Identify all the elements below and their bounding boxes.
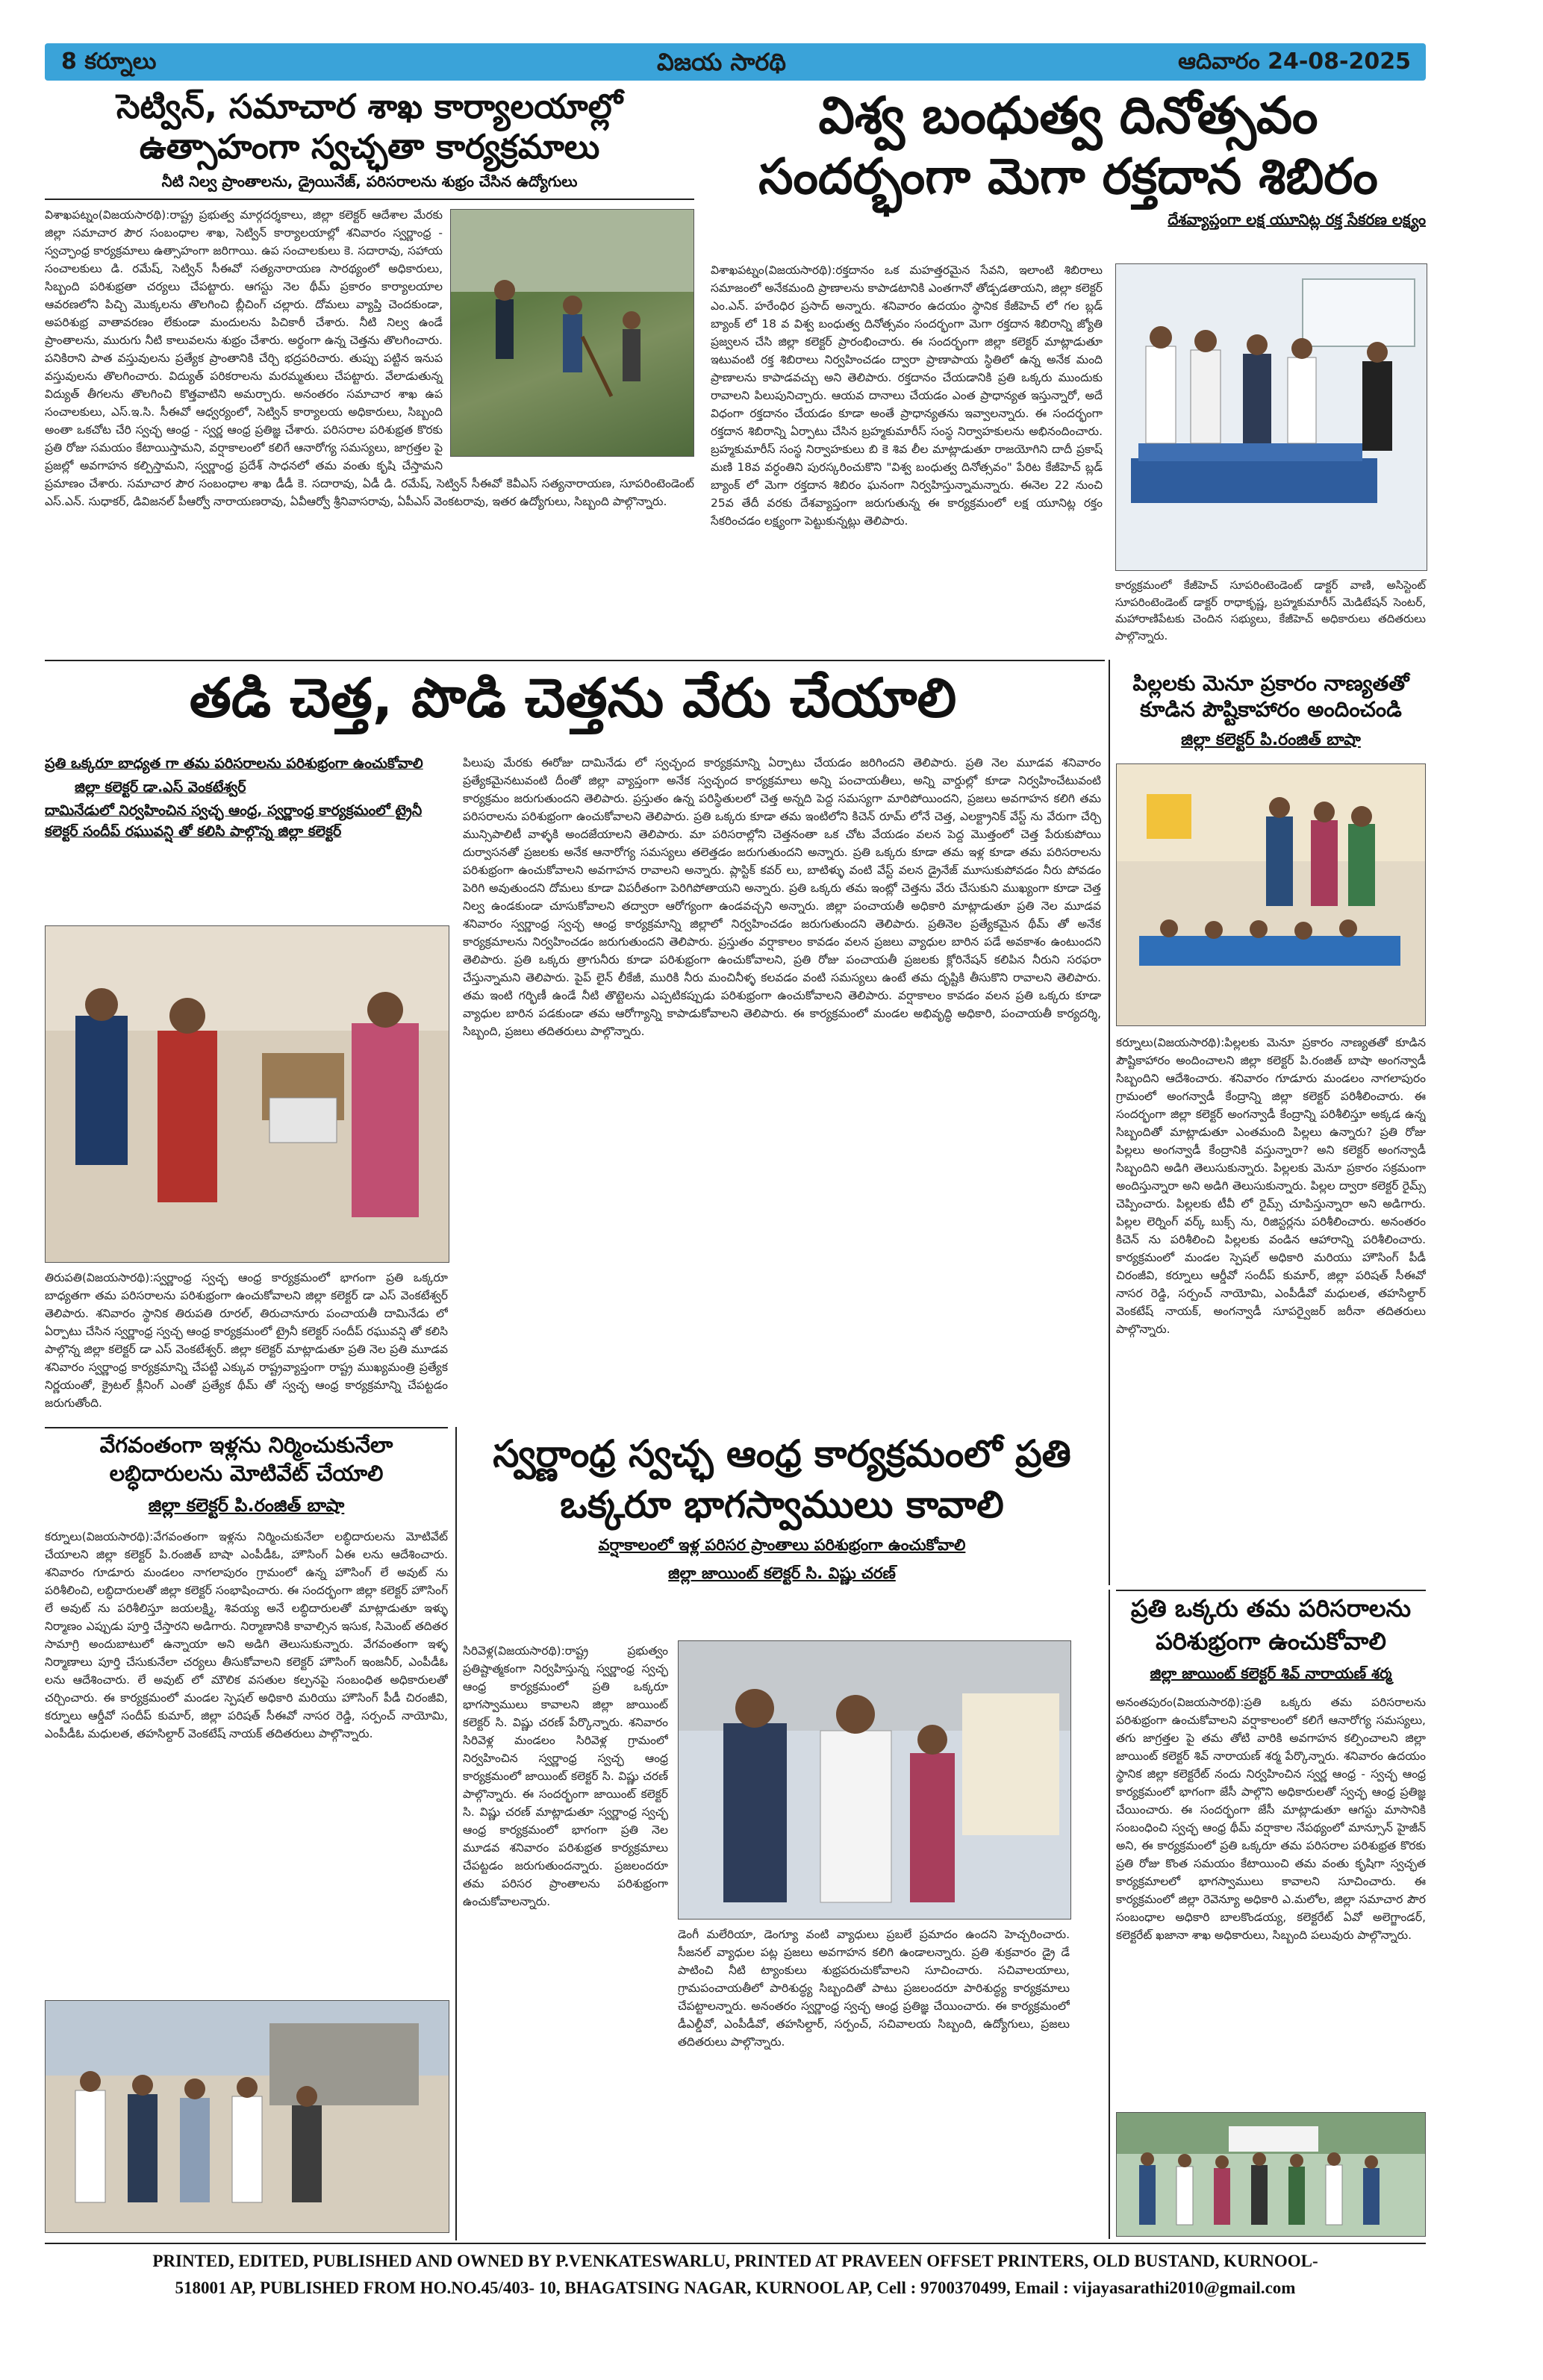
photo-caption: కార్యక్రమంలో కేజీహెచ్ సూపరింటెండెంట్ డాక్టర్ వాణి, అసిస్టెంట్ సూపరింటెండెంట్ డాక్టర్ రాధాకృష్ణ, బ్రహ్మకుమారీస్ మెడిటేషన్ సెంటర్, మహారాణిపేటకు చెందిన సభ్యులు, కేజీహెచ్ అధికారులు తదితరులు పాల్గొన్నారు. <box>1115 578 1426 643</box>
joint-collector-illustration <box>679 1641 1070 1919</box>
subhead: జిల్లా కలెక్టర్ పి.రంజిత్ బాషా <box>1181 730 1361 749</box>
story-waste-subheads <box>45 754 448 842</box>
blood-camp-illustration <box>1116 264 1427 570</box>
pledge-illustration <box>1117 2113 1425 2236</box>
anganwadi-illustration <box>1117 764 1425 1025</box>
column-divider-3 <box>1109 1590 1110 2239</box>
section-divider-2 <box>45 1427 448 1428</box>
cleaning-work-photo <box>450 209 694 457</box>
subhead: జిల్లా కలెక్టర్ పి.రంజిత్ బాషా <box>148 1494 345 1516</box>
headline-line2: పరిశుభ్రంగా ఉంచుకోవాలి <box>1156 1626 1386 1655</box>
waste-body-left: తిరుపతి(విజయసారథి):స్వర్ణాంధ్ర స్వచ్ఛ ఆంధ్ర కార్యక్రమంలో భాగంగా ప్రతి ఒక్కరూ బాధ్యతగా తమ పరిసరాలను పరిశుభ్రంగా ఉంచుకోవాలని జిల్లా కలెక్టర్ డా ఎస్ వెంకటేశ్వర్ తెలిపారు. శనివారం స్థానిక తిరుపతి రూరల్, తిరుచానూరు పంచాయతీ దామినేడు లో ఏర్పాటు చేసిన స్వర్ణాంధ్ర స్వచ్ఛ ఆంధ్ర కార్యక్రమంలో ట్రైనీ కలెక్టర్ సందీప్ రఘువన్షి తో కలిసి పాల్గొన్న జిల్లా కలెక్టర్ డా ఎస్ వెంకటేశ్వర్. జిల్లా కలెక్టర్ మాట్లాడుతూ ప్రతి నెల ప్రతి మూడవ శనివారం స్వర్ణాంధ్ర కార్యక్రమాన్ని చేపట్టి ఎక్కువ రాష్ట్రవ్యాప్తంగా రాష్ట్ర ముఖ్యమంత్రి ప్రత్యేక నిర్ణయంతో, క్రైటల్ క్లీనింగ్ ఎంతో ప్రత్యేక థీమ్ తో స్వచ్ఛ ఆంధ్ర కార్యక్రమాన్ని చేపట్టడం జరుగుతోంది. <box>45 1271 448 1411</box>
story-housing <box>45 1433 448 1946</box>
housing-layout-photo <box>45 2000 449 2233</box>
headline-line1: వేగవంతంగా ఇళ్లను నిర్మించుకునేలా <box>99 1432 393 1458</box>
subhead-1: ప్రతి ఒక్కరూ బాధ్యత గా తమ పరిసరాలను పరిశుభ్రంగా ఉంచుకోవాలి <box>45 755 423 772</box>
blood-donation-photo <box>1115 263 1427 571</box>
story-nutrition-food <box>1116 672 1426 1526</box>
subhead: జిల్లా జాయింట్ కలెక్టర్ శివ్ నారాయణ్ శర్మ <box>1150 1664 1392 1682</box>
article-body: కర్నూలు(విజయసారథి):పిల్లలకు మెనూ ప్రకారం నాణ్యతతో కూడిన పౌష్టికాహారం అందించాలని జిల్లా కలెక్టర్ పి.రంజిత్ బాషా అంగన్వాడీ సిబ్బందిని ఆదేశించారు. శనివారం గూడూరు మండలం నాగలాపురం గ్రామంలో అంగన్వాడీ కేంద్రాన్ని జిల్లా కలెక్టర్ పరిశీలించారు. ఈ సందర్భంగా జిల్లా కలెక్టర్ అంగన్వాడీ కేంద్రాన్ని పరిశీలిస్తూ అక్కడ ఉన్న సిబ్బందితో మాట్లాడుతూ ఎంతమంది పిల్లలు ఉన్నారు? ప్రతి రోజు పిల్లలు అంగన్వాడీ కేంద్రానికి వస్తున్నారా? అని కలెక్టర్ అంగన్వాడీ సిబ్బందిని అడిగి తెలుసుకున్నారు. పిల్లలకు మెనూ ప్రకారం సక్రమంగా అందిస్తున్నారా అని అడిగి తెలుసుకున్నారు. పిల్లల ద్వారా కలెక్టర్ రైమ్స్ చెప్పించారు. పిల్లలకు టీవీ లో రైమ్స్ చూపిస్తున్నారా అని అడిగారు. పిల్లల లెర్నింగ్ వర్క్ బుక్స్ ను, రిజిస్టర్లను పరిశీలించారు. అనంతరం కిచెన్ ను పరిశీలించి పిల్లలకు వండిన ఆహారాన్ని పరిశీలించారు. కార్యక్రమంలో మండల స్పెషల్ అధికారి మరియు హౌసింగ్ పీడీ చిరంజీవి, కర్నూలు ఆర్డీవో సందీప్ కుమార్, జిల్లా పరిషత్ సీఈవో నాసర రెడ్డి, సర్పంచ్ నాయోమి, ఎంపీడీవో మధులత, తహసిల్దార్ వెంకటేష్ నాయక్, అంగన్వాడీ సూపర్వైజర్ జరీనా తదితరులు పాల్గొన్నారు. <box>1116 1035 1426 1336</box>
page-label: 8 కర్నూలు <box>61 49 157 75</box>
headline: తడి చెత్త, పొడి చెత్తను వేరు చేయాలి <box>189 666 957 729</box>
collector-inspection-photo <box>45 925 449 1263</box>
story-setwin-cleanliness <box>45 88 694 654</box>
pledge-photo <box>1116 2112 1426 2237</box>
column-divider-2 <box>455 1427 457 2240</box>
footer-rule <box>45 2243 1426 2244</box>
imprint-line1: PRINTED, EDITED, PUBLISHED AND OWNED BY P.VENKATESWARLU, PRINTED AT PRAVEEN OFFSET PRINTERS, OLD BUSTAND, KURNOOL- <box>152 2252 1318 2270</box>
swarnandhra-body-left: సిరివెళ్ల(విజయసారథి):రాష్ట్ర ప్రభుత్వం ప్రతిష్టాత్మకంగా నిర్వహిస్తున్న స్వర్ణాంధ్ర స్వచ్ఛ ఆంధ్ర కార్యక్రమంలో ప్రతి ఒక్కరూ భాగస్వాములు కావాలని జిల్లా జాయింట్ కలెక్టర్ సి. విష్ణు చరణ్ పేర్కొన్నారు. శనివారం సిరివెళ్ల మండలం సిరివెళ్ల గ్రామంలో నిర్వహించిన స్వర్ణాంధ్ర స్వచ్ఛ ఆంధ్ర కార్యక్రమంలో జాయింట్ కలెక్టర్ సి. విష్ణు చరణ్ పాల్గొన్నారు. ఈ సందర్భంగా జాయింట్ కలెక్టర్ సి. విష్ణు చరణ్ మాట్లాడుతూ స్వర్ణాంధ్ర స్వచ్ఛ ఆంధ్ర కార్యక్రమంలో భాగంగా ప్రతి నెల మూడవ శనివారం పరిశుభ్రత కార్యక్రమాలు చేపట్టడం జరుగుతుందన్నారు. ప్రజలందరూ తమ పరిసర ప్రాంతాలను పరిశుభ్రంగా ఉంచుకోవాలన్నారు. <box>463 1644 668 1909</box>
headline-line2: లబ్ధిదారులను మోటివేట్ చేయాలి <box>109 1461 384 1487</box>
subhead-2: జిల్లా కలెక్టర్ డా.ఎస్ వెంకటేశ్వర్ <box>75 778 246 796</box>
swarnandhra-body-bottom: డెంగీ మలేరియా, డెంగ్యూ వంటి వ్యాధులు ప్రబలే ప్రమాదం ఉందని హెచ్చరించారు. సీజనల్ వ్యాధుల పట్ల ప్రజలు అవగాహన కలిగి ఉండాలన్నారు. ప్రతి శుక్రవారం డ్రై డే పాటించి నీటి ట్యాంకులు శుభ్రపరుచుకోవాలని సూచించారు. సచివాలయాలు, గ్రామపంచాయతీలో పారిశుద్ధ్య సిబ్బందితో పాటు ప్రజలందరూ పారిశుద్ధ్య కార్యక్రమాలు చేపట్టాలన్నారు. అనంతరం స్వర్ణాంధ్ర స్వచ్ఛ ఆంధ్ర ప్రతిజ్ఞ చేయించారు. ఈ కార్యక్రమంలో డీఎల్డీవో, ఎంపీడీవో, తహసిల్దార్, సర్పంచ్, సచివాలయ సిబ్బంది, ఉద్యోగులు, ప్రజలు తదితరులు పాల్గొన్నారు. <box>678 1928 1070 2049</box>
subhead-2: జిల్లా జాయింట్ కలెక్టర్ సి. విష్ణు చరణ్ <box>668 1564 896 1582</box>
paper-name: విజయ సారథి <box>657 48 786 76</box>
issue-date: ఆదివారం 24-08-2025 <box>1178 49 1411 75</box>
housing-layout-illustration <box>46 2001 449 2232</box>
story-surroundings-clean <box>1116 1596 1426 2067</box>
body-text: విశాఖపట్నం(విజయసారథి):రాష్ట్ర ప్రభుత్వ మార్గదర్శకాలు, జిల్లా కలెక్టర్ ఆదేశాల మేరకు జిల్లా సమాచార పౌర సంబంధాల శాఖ, సెట్విన్ కార్యాలయాల్లో శనివారం స్వర్ణాంధ్ర - స్వచ్ఛాంధ్ర కార్యక్రమాలు ఉత్సాహంగా జరిగాయి. ఉప సంచాలకులు కె. సదారావు, సహాయ సంచాలకులు డి. రమేష్, సెట్విన్ సీఈవో సత్యనారాయణ సారథ్యంలో అధికారులు, సిబ్బంది పరిశుభ్రతా చర్యలు చేపట్టారు. ఆగస్టు నెల థీమ్ ప్రకారం కార్యాలయాల ఆవరణలోని పిచ్చి మొక్కలను తొలగించి బ్లీచింగ్ చల్లారు. దోమలు వ్యాప్తి చెందకుండా, అపరిశుభ్ర వాతావరణం లేకుండా మందులను పిచికారీ చేశారు. నీటి నిల్వ ఉండే ప్రాంతాలను, మురుగు నీటి కాలువలను శుభ్రం చేశారు. అర్థంగా ఉన్న చెత్తను తొలగించారు. పనికిరాని పాత వస్తువులను ప్రత్యేక ప్రాంతానికి చేర్చి భద్రపరిచారు. తుప్పు పట్టిన ఇనుప వస్తువులను తొలగించారు. విద్యుత్ పరికరాలను మరమ్మతులు చేపట్టారు. వేలాడుతున్న విద్యుత్ తీగలను తొలగించి కొత్తవాటిని అమర్చారు. అనంతరం సమాచార శాఖ ఉప సంచాలకులు, ఎస్.ఇ.సి. సీఈవో ఆధ్వర్యంలో, సెట్విన్ కార్యాలయ అధికారులు, సిబ్బంది అంతా ఒకచోట చేరి స్వచ్ఛ ఆంధ్ర - స్వర్ణ ఆంధ్ర ప్రతిజ్ఞ చేశారు. పరిసరాల పరిశుభ్రత కొరకు ప్రతి రోజు సమయం కేటాయిస్తామని, వర్షాకాలంలో కలిగే ఆనారోగ్య సమస్యలు, జాగ్రత్తల పై ప్రజల్లో అవగాహన కల్పిస్తామని, స్వర్ణాంధ్ర ప్రదేశ్ సాధనలో తమ వంతు కృషి చేస్తామని ప్రమాణం చేశారు. సమాచార పౌర సంబంధాల శాఖ డీడీ కె. సదారావు, ఏడీ డి. రమేష్, సెట్విన్ సీఈవో కెవీఎస్ సత్యనారాయణ, సూపరింటెండెంట్ ఎస్.ఎన్. సుధాకర్, డివిజనల్ పీఆర్వో నారాయణరావు, ఏవీఆర్వో శ్రీనివాసరావు, ఏపీఎస్ వెంకటరావు, ఇతర ఉద్యోగులు, సిబ్బంది పాల్గొన్నారు. <box>45 207 694 509</box>
subhead-3: దామినేడులో నిర్వహించిన స్వచ్ఛ ఆంధ్ర, స్వర్ణాంధ్ర కార్యక్రమంలో ట్రైనీ కలెక్టర్ సందీప్ రఘువన్షి తో కలిసి పాల్గొన్న జిల్లా కలెక్టర్ <box>45 802 423 840</box>
subhead: నీటి నిల్వ ప్రాంతాలను, డ్రైయినేజ్, పరిసరాలను శుభ్రం చేసిన ఉద్యోగులు <box>45 172 694 200</box>
story-blood-donation <box>711 87 1426 643</box>
article-body: కర్నూలు(విజయసారథి):వేగవంతంగా ఇళ్లను నిర్మించుకునేలా లబ్ధిదారులను మోటివేట్ చేయాలని జిల్లా కలెక్టర్ పి.రంజిత్ బాషా ఎంపీడీఓ, హౌసింగ్ ఏఈ లను ఆదేశించారు. శనివారం గూడూరు మండలం నాగలాపురం గ్రామంలో ఉన్న హౌసింగ్ లే అవుట్ ను పరిశీలించి, లబ్ధిదారులతో జిల్లా కలెక్టర్ సంభాషించారు. ఈ సందర్భంగా జిల్లా కలెక్టర్ హౌసింగ్ లే అవుట్ ను పరిశీలిస్తూ జయలక్ష్మి, శివయ్య అనే లబ్ధిదారులతో మాట్లాడుతూ ఇళ్ళు నిర్మాణం ఎప్పుడు పూర్తి చేస్తారని అడిగారు. నిర్మాణానికి కావాల్సిన ఇసుక, సిమెంట్ తదితర సామాగ్రి అందుబాటులో ఉన్నాయా అని అడిగి తెలుసుకున్నారు. వేగవంతంగా ఇళ్ళ నిర్మాణాలు పూర్తి చేసుకునేలా చర్యలు తీసుకోవాలని కలెక్టర్ హౌసింగ్ ఇంజనీర్, ఎంపీడీఓ లను ఆదేశించారు. లే అవుట్ లో మౌలిక వసతుల కల్పనపై సంబంధిత అధికారులతో చర్చించారు. ఈ కార్యక్రమంలో మండల స్పెషల్ అధికారి మరియు హౌసింగ్ పీడీ చిరంజీవి, కర్నూలు ఆర్డీవో సందీప్ కుమార్, జిల్లా పరిషత్ సీఈవో నాసర రెడ్డి, సర్పంచ్ నాయోమి, ఎంపీడీఓ మధులత, తహసిల్దార్ వెంకటేష్ నాయక్ తదితరులు పాల్గొన్నారు. <box>45 1529 448 1741</box>
article-body: విశాఖపట్నం(విజయసారథి):రక్తదానం ఒక మహత్తరమైన సేవని, ఇలాంటి శిబిరాలు సమాజంలో అనేకమంది ప్రాణాలను కాపాడటానికి ఎంతగానో తోడ్పడతాయని, జిల్లా కలెక్టర్ ఎం.ఎన్. హరేంధిర ప్రసాద్ అన్నారు. శనివారం ఉదయం స్థానిక కేజీహెచ్ లో గల బ్లడ్ బ్యాంక్ లో 18 వ విశ్వ బంధుత్వ దినోత్సవం సందర్భంగా మెగా రక్తదాన శిబిరాన్ని జ్యోతి ప్రజ్వలన చేసి జిల్లా కలెక్టర్ ప్రారంభించారు. ఈ సందర్భంగా జిల్లా కలెక్టర్ మాట్లాడుతూ ఇటువంటి రక్త శిబిరాలు నిర్వహించడం ద్వారా ప్రాణాపాయ స్థితిలో ఉన్న అనేక మంది ప్రాణాలను కాపాడవచ్చు అని తెలిపారు. రక్తదానం చేయడానికి ప్రతి ఒక్కరు ముందుకు రావాలని పిలుపునిచ్చారు. ఆయవ దానాలు చేయడం ఎంత ప్రాధాన్యత ఇస్తున్నారో, అదే విధంగా రక్తదానం చేయడం కూడా అంతే ప్రాధాన్యతను ఇవ్వాలన్నారు. ఈ సందర్భంగా రక్తదాన శిబిరాన్ని ఏర్పాటు చేసిన బ్రహ్మకుమారీస్ సంస్థ నిర్వాహకులను అభినందించారు. బ్రహ్మకుమారీస్ సంస్థ నిర్వాహకులు బి కె శివ లీల మాట్లాడుతూ రాజయోగిని దాదీ ప్రకాష్ మణి 18వ వర్ధంతిని పురస్కరించుకొని "విశ్వ బంధుత్వ దినోత్సవం" పేరిట కేజీహెచ్ బ్లడ్ బ్యాంక్ లో మెగా రక్తదాన శిబిరం ఘనంగా నిర్వహిస్తున్నామన్నారు. ఈనెల 22 నుంచి 25వ తేదీ వరకు దేశవ్యాప్తంగా జరుగుతున్న ఈ కార్యక్రమంలో లక్ష యూనిట్ల రక్తం సేకరించడం లక్ష్యంగా పెట్టుకున్నట్లు తెలిపారు. <box>711 263 1103 528</box>
masthead-bar <box>45 43 1426 81</box>
workers-illustration <box>451 210 693 456</box>
headline-line2: కూడిన పౌష్టికాహారం అందించండి <box>1140 697 1402 722</box>
imprint-line2: 518001 AP, PUBLISHED FROM HO.NO.45/403- 10, BHAGATSING NAGAR, KURNOOL AP, Cell : 9700370499, Email : vijayasarathi2010@gmail.com <box>175 2278 1296 2297</box>
story-waste-segregation <box>45 668 1101 728</box>
waste-body-right: పిలుపు మేరకు ఈరోజు దామినేడు లో స్వచ్ఛంద కార్యక్రమాన్ని ఏర్పాటు చేయడం జరిగిందని తెలిపారు. ప్రతి నెల మూడవ శనివారం ప్రత్యేకమైనటువంటి దీంతో జిల్లా వ్యాప్తంగా అనేక స్వచ్ఛంద కార్యక్రమాలు అన్ని పంచాయతీలు, అన్ని వార్డుల్లో కూడా నిర్వహించేటువంటి కార్యక్రమం జరుగుతుందని తెలిపారు. ప్రస్తుతం ఉన్న పరిస్థితులలో చెత్త అన్నది పెద్ద సమస్యగా మారిపోయిందని, ప్రజలు అవగాహన కలిగి తమ పరిసరాలను పరిశుభ్రంగా ఉంచుకోవాలని తెలిపారు. ప్రతి ఒక్కరు కూడా తమ ఇంటిలోని కిచెన్ రూమ్ లోనే చెత్త, ఎలక్ట్రానిక్ వేస్ట్ ను వేరుగా చేర్చి మున్సిపాలిటీ వాళ్ళకి అందజేయాలని తెలిపారు. మా పరిసరాల్లోని చెత్తనంతా ఒక చోట వేయడం వలన పెద్ద మొత్తంలో చెత్త పేరుకుపోయి దుర్వాసనతో ప్రజలకు అనేక ఆనారోగ్య సమస్యలు తలెత్తడం జరుగుతుందని అన్నారు. ప్రతి ఒక్కరు కూడా తమ ఇళ్ల కూడా తమ పరిసరాలను పరిశుభ్రంగా ఉంచుకోవాలని అవగాహన రావాలని అన్నారు. ప్లాస్టిక్ కవర్ లు, బాటిళ్ళు వంటి వేస్ట్ వలన డ్రైనేజ్ మూసుకుపోవడం నీరు పోవడం పెరిగి అవుతుందని దోమలు కూడా విపరీతంగా పెరిగిపోతాయని అన్నారు. ప్రతి ఒక్కరు తమ ఇంట్లో చెత్తను వేరు చేసుకుని ముఖ్యంగా కూడా చెత్త నిల్వ ఉండకుండా చూసుకోవాలని తద్వారా ఆరోగ్యంగా ఉండవచ్చని అన్నారు. జిల్లా పంచాయతీ అధికారి మాట్లాడుతూ ప్రతి నెల మూడవ శనివారం స్వర్ణాంధ్ర స్వచ్ఛ ఆంధ్ర కార్యక్రమాన్ని జిల్లాలో నిర్వహించడం జరుగుతుందని తెలిపారు. ప్రతినెల ప్రత్యేకమైన థీమ్ తో అనేక కార్యక్రమాలను నిర్వహించడం జరుగుతుందని తెలిపారు. ప్రస్తుతం వర్షాకాలం కావడం వలన ప్రజలు వ్యాధుల బారిన పడే అవకాశం ఉంటుందని తెలిపారు. ప్రతి ఒక్కరు త్రాగునీరు కూడా పరిశుభ్రంగా ఉంచుకోవాలని, ప్రతి రోజు పంచాయతీ ప్రజలకు క్లోరినేషన్ కలిపిన నీరుని సరఫరా చేస్తున్నామని తెలిపారు. పైప్ లైన్ లీకేజీ, మురికి నీరు మంచినీళ్ళ కలవడం వంటి సమస్యలు ఉంటే తమ దృష్టికి తీసుకొని రావాలని తెలిపారు. తమ ఇంటి గర్భిణీ ఉండే నీటి తొట్టెలను ఎప్పటికప్పుడు పరిశుభ్రంగా ఉంచుకోవాలని తెలిపారు. వర్షాకాలం కావడం వలన ప్రతి ఒక్కరు కూడా వ్యాధుల బారిన పడకుండా తమ ఆరోగ్యాన్ని కాపాడుకోవాలని తెలిపారు. ఈ కార్యక్రమంలో మండల అభివృద్ధి అధికారి, పంచాయతీ కార్యదర్శి, సిబ్బంది, ప్రజలు తదితరులు పాల్గొన్నారు. <box>463 756 1101 1039</box>
anganwadi-photo <box>1116 763 1426 1026</box>
article-body <box>45 206 694 654</box>
headline-line2: ఒక్కరూ భాగస్వాములు కావాలి <box>560 1483 1004 1526</box>
subhead: దేశవ్యాప్తంగా లక్ష యూనిట్ల రక్త సేకరణ లక్ష్యం <box>1168 210 1426 229</box>
collector-inspection-illustration <box>46 926 449 1262</box>
joint-collector-photo <box>678 1640 1071 1920</box>
headline-line1: సెట్విన్, సమాచార శాఖ కార్యాలయాల్లో <box>116 87 623 126</box>
headline-line1: ప్రతి ఒక్కరు తమ పరిసరాలను <box>1130 1594 1412 1622</box>
headline-line1: స్వర్ణాంధ్ర స్వచ్ఛ ఆంధ్ర కార్యక్రమంలో ప్రతి <box>493 1432 1071 1475</box>
section-divider-3 <box>1116 1590 1426 1591</box>
section-divider <box>45 660 1105 661</box>
imprint-footer <box>45 2248 1426 2301</box>
column-divider <box>1109 660 1110 1585</box>
subhead-1: వర్షాకాలంలో ఇళ్ల పరిసర ప్రాంతాలు పరిశుభ్రంగా ఉంచుకోవాలి <box>598 1536 966 1554</box>
story-swarnandhra <box>463 1433 1101 1587</box>
article-body: అనంతపురం(విజయసారథి):ప్రతి ఒక్కరు తమ పరిసరాలను పరిశుభ్రంగా ఉంచుకోవాలని వర్షాకాలంలో కలిగే ఆనారోగ్య సమస్యలు, తగు జాగ్రత్తల పై తమ తోటి వారికి అవగాహన కల్పించాలని జిల్లా జాయింట్ కలెక్టర్ శివ్ నారాయణ్ శర్మ పేర్కొన్నారు. శనివారం ఉదయం స్థానిక జిల్లా కలెక్టరేట్ నందు నిర్వహించిన స్వర్ణ ఆంధ్ర - స్వచ్ఛ ఆంధ్ర కార్యక్రమంలో భాగంగా జేసీ పాల్గొని అధికారులతో స్వచ్ఛ ఆంధ్ర ప్రతిజ్ఞ చేయించారు. ఈ సందర్భంగా జేసీ మాట్లాడుతూ ఆగస్టు మాసానికి సంబంధించి స్వచ్ఛ ఆంధ్ర థీమ్ వర్షాకాల నేపథ్యంలో మాన్సూన్ హైజీన్ అని, ఈ కార్యక్రమంలో ప్రతి ఒక్కరూ తమ పరిసరాల పరిశుభ్రత కొరకు ప్రతి రోజు కొంత సమయం కేటాయించి తమ వంతు కృషిగా స్వచ్ఛత కార్యక్రమాలలో భాగస్వాములు కావాలని సూచించారు. ఈ కార్యక్రమంలో జిల్లా రెవెన్యూ అధికారి ఎ.మలోల, జిల్లా సమాచార పౌర సంబంధాల అధికారి బాలకొండయ్య, కలెక్టరేట్ ఏవో అలెగ్జాండర్, కలెక్టరేట్ ఖజానా శాఖ అధికారులు, సిబ్బంది పలువురు పాల్గొన్నారు. <box>1116 1695 1426 1942</box>
headline-line2: సందర్భంగా మెగా రక్తదాన శిబిరం <box>758 148 1378 206</box>
headline-line2: ఉత్సాహంగా స్వచ్ఛతా కార్యక్రమాలు <box>139 127 600 167</box>
headline-line1: పిల్లలకు మెనూ ప్రకారం నాణ్యతతో <box>1132 671 1409 696</box>
headline-line1: విశ్వ బంధుత్వ దినోత్సవం <box>818 87 1318 146</box>
